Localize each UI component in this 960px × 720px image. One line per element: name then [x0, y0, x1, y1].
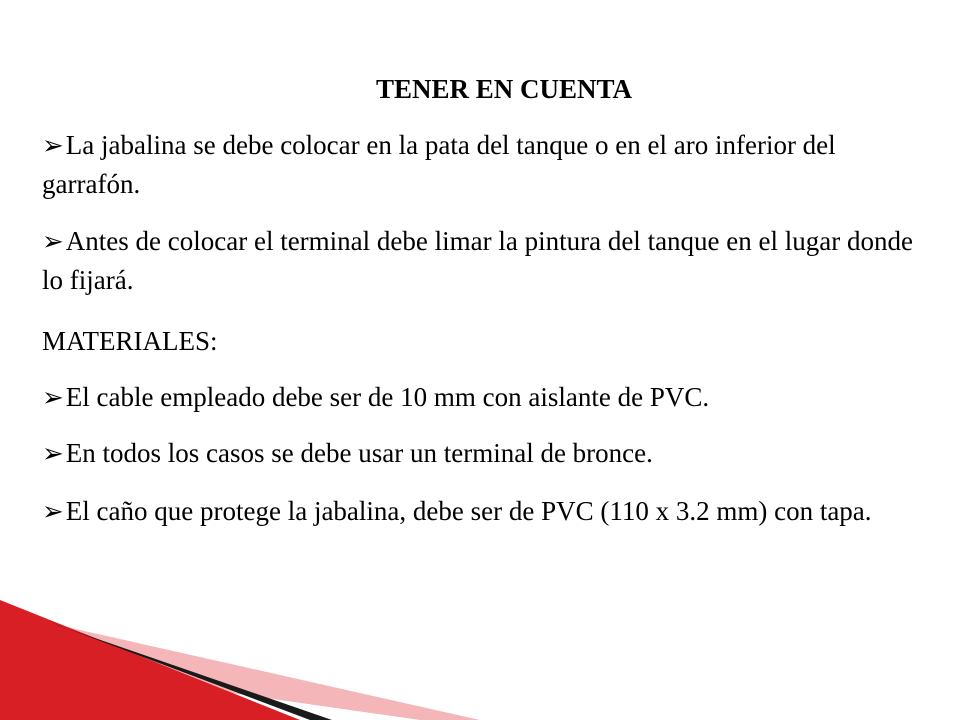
arrowhead-bullet-icon: ➢ [42, 227, 64, 256]
bullet-text: La jabalina se debe colocar en la pata del tanque o en el aro inferior del garrafón. [42, 130, 836, 199]
bullet-text: El caño que protege la jabalina, debe ser de PVC (110 x 3.2 mm) con tapa. [65, 496, 872, 526]
arrowhead-bullet-icon: ➢ [42, 439, 64, 468]
bullet-text: Antes de colocar el terminal debe limar la pintura del tanque en el lugar donde lo fijará. [42, 226, 913, 295]
materials-heading: MATERIALES: [42, 326, 218, 356]
bullet-text: En todos los casos se debe usar un terminal de bronce. [65, 438, 653, 468]
arrowhead-bullet-icon: ➢ [42, 131, 64, 160]
slide-title: TENER EN CUENTA [375, 74, 633, 104]
bullet-text: El cable empleado debe ser de 10 mm con aislante de PVC. [65, 382, 710, 412]
arrowhead-bullet-icon: ➢ [42, 383, 64, 412]
arrowhead-bullet-icon: ➢ [42, 497, 64, 526]
decor-red-wedge [0, 600, 300, 720]
